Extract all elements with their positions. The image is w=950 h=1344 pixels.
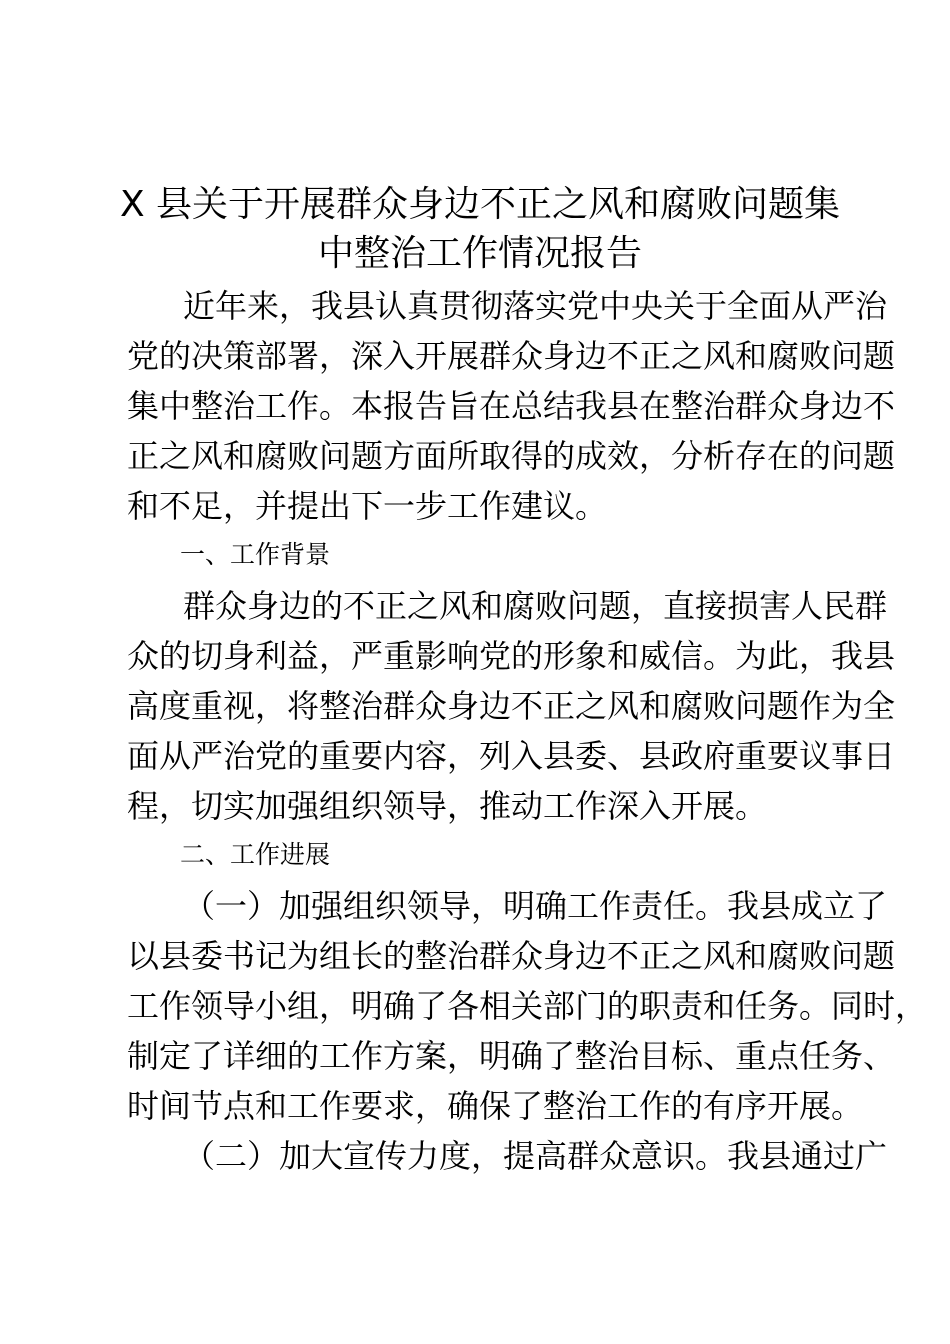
section-1-line: 程，切实加强组织领导，推动工作深入开展。 xyxy=(127,787,768,825)
intro-line: 正之风和腐败问题方面所取得的成效，分析存在的问题 xyxy=(127,437,896,475)
section-heading-background: 一、工作背景 xyxy=(180,540,331,569)
section-1-line: 高度重视，将整治群众身边不正之风和腐败问题作为全 xyxy=(127,687,896,725)
document-title-line-1: X 县关于开展群众身边不正之风和腐败问题集 xyxy=(119,184,841,225)
section-2-item-1-line: （一）加强组织领导，明确工作责任。我县成立了 xyxy=(183,887,888,925)
section-2-item-1-line: 制定了详细的工作方案，明确了整治目标、重点任务、 xyxy=(127,1037,896,1075)
intro-line: 近年来，我县认真贯彻落实党中央关于全面从严治 xyxy=(183,287,888,325)
section-2-item-1-line: 以县委书记为组长的整治群众身边不正之风和腐败问题 xyxy=(127,937,896,975)
section-1-line: 群众身边的不正之风和腐败问题，直接损害人民群 xyxy=(183,587,888,625)
section-2-item-2-line: （二）加大宣传力度，提高群众意识。我县通过广 xyxy=(183,1137,888,1175)
intro-line: 和不足，并提出下一步工作建议。 xyxy=(127,487,608,525)
section-2-item-1-line: 时间节点和工作要求，确保了整治工作的有序开展。 xyxy=(127,1087,864,1125)
section-heading-progress: 二、工作进展 xyxy=(180,840,331,869)
intro-line: 集中整治工作。本报告旨在总结我县在整治群众身边不 xyxy=(127,387,896,425)
section-2-item-1-line: 工作领导小组，明确了各相关部门的职责和任务。同时， xyxy=(127,987,928,1025)
section-1-line: 众的切身利益，严重影响党的形象和威信。为此，我县 xyxy=(127,637,896,675)
section-1-line: 面从严治党的重要内容，列入县委、县政府重要议事日 xyxy=(127,737,896,775)
document-title-line-2: 中整治工作情况报告 xyxy=(317,233,642,274)
intro-line: 党的决策部署，深入开展群众身边不正之风和腐败问题 xyxy=(127,337,896,375)
